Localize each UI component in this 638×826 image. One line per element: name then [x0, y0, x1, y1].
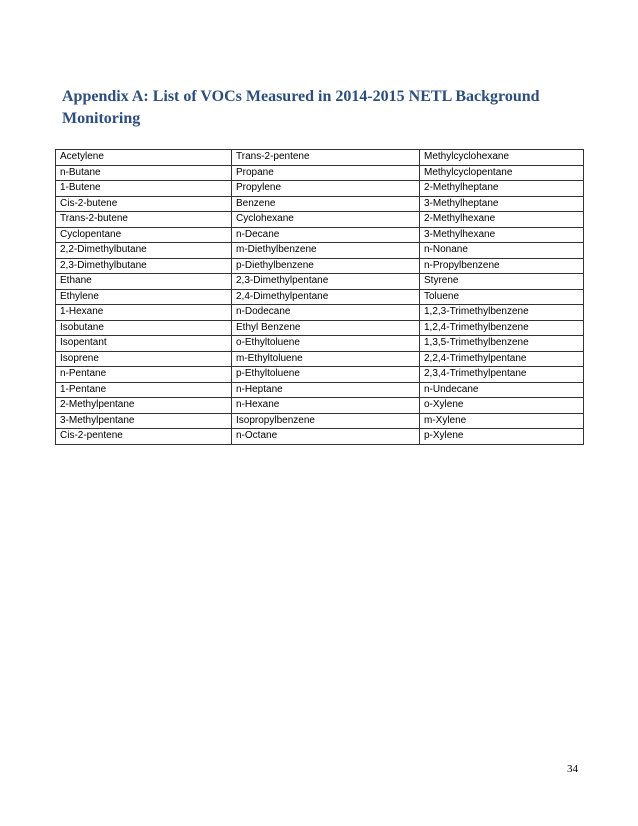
table-cell: 3-Methylhexane: [420, 227, 584, 243]
table-cell: Propylene: [232, 181, 420, 197]
table-cell: 3-Methylpentane: [56, 413, 232, 429]
table-cell: Isopropylbenzene: [232, 413, 420, 429]
table-row: [56, 429, 584, 445]
table-cell: n-Hexane: [232, 398, 420, 414]
table-cell: p-Diethylbenzene: [232, 258, 420, 274]
table-cell: 2,3-Dimethylbutane: [56, 258, 232, 274]
table-cell: 1,3,5-Trimethylbenzene: [420, 336, 584, 352]
table-cell: n-Undecane: [420, 382, 584, 398]
table-cell: Cyclopentane: [56, 227, 232, 243]
table-cell: Cis-2-pentene: [56, 429, 232, 445]
table-cell: n-Propylbenzene: [420, 258, 584, 274]
table-cell: Cis-2-butene: [56, 196, 232, 212]
table-cell: 1-Hexane: [56, 305, 232, 321]
table-cell: p-Xylene: [420, 429, 584, 445]
table-row: [56, 367, 584, 383]
table-cell: Ethylene: [56, 289, 232, 305]
table-cell: 2,4-Dimethylpentane: [232, 289, 420, 305]
table-cell: 2-Methylheptane: [420, 181, 584, 197]
table-cell: 2-Methylhexane: [420, 212, 584, 228]
table-row: [56, 243, 584, 259]
table-row: [56, 212, 584, 228]
table-cell: o-Ethyltoluene: [232, 336, 420, 352]
table-cell: Ethane: [56, 274, 232, 290]
table-cell: n-Dodecane: [232, 305, 420, 321]
table-cell: Styrene: [420, 274, 584, 290]
table-row: [56, 336, 584, 352]
table-row: [56, 351, 584, 367]
table-cell: Propane: [232, 165, 420, 181]
table-cell: n-Butane: [56, 165, 232, 181]
table-cell: Benzene: [232, 196, 420, 212]
table-cell: 3-Methylheptane: [420, 196, 584, 212]
table-cell: 1-Butene: [56, 181, 232, 197]
table-row: [56, 150, 584, 166]
table-cell: 1,2,4-Trimethylbenzene: [420, 320, 584, 336]
table-cell: Toluene: [420, 289, 584, 305]
table-cell: n-Pentane: [56, 367, 232, 383]
table-row: [56, 382, 584, 398]
table-row: [56, 227, 584, 243]
table-row: [56, 274, 584, 290]
appendix-heading: Appendix A: List of VOCs Measured in 2014-2015 NETL Background Monitoring: [62, 88, 540, 127]
voc-table: [55, 149, 584, 445]
table-cell: o-Xylene: [420, 398, 584, 414]
table-row: [56, 398, 584, 414]
table-cell: 1,2,3-Trimethylbenzene: [420, 305, 584, 321]
table-row: [56, 413, 584, 429]
table-cell: p-Ethyltoluene: [232, 367, 420, 383]
table-row: [56, 305, 584, 321]
voc-table-body: [56, 150, 584, 445]
table-cell: Isoprene: [56, 351, 232, 367]
table-cell: Methylcyclohexane: [420, 150, 584, 166]
table-cell: 2,2-Dimethylbutane: [56, 243, 232, 259]
table-cell: m-Xylene: [420, 413, 584, 429]
table-cell: Isobutane: [56, 320, 232, 336]
table-cell: n-Heptane: [232, 382, 420, 398]
table-cell: 2,2,4-Trimethylpentane: [420, 351, 584, 367]
table-row: [56, 289, 584, 305]
table-cell: Ethyl Benzene: [232, 320, 420, 336]
table-row: [56, 181, 584, 197]
table-row: [56, 258, 584, 274]
table-row: [56, 165, 584, 181]
table-cell: Methylcyclopentane: [420, 165, 584, 181]
table-cell: n-Decane: [232, 227, 420, 243]
table-cell: Trans-2-butene: [56, 212, 232, 228]
table-cell: m-Ethyltoluene: [232, 351, 420, 367]
table-cell: Cyclohexane: [232, 212, 420, 228]
table-row: [56, 196, 584, 212]
table-cell: 2,3,4-Trimethylpentane: [420, 367, 584, 383]
table-cell: n-Octane: [232, 429, 420, 445]
table-cell: Isopentant: [56, 336, 232, 352]
table-cell: Acetylene: [56, 150, 232, 166]
table-cell: n-Nonane: [420, 243, 584, 259]
table-row: [56, 320, 584, 336]
table-cell: 1-Pentane: [56, 382, 232, 398]
page-number: 34: [567, 763, 578, 775]
table-cell: m-Diethylbenzene: [232, 243, 420, 259]
table-cell: 2,3-Dimethylpentane: [232, 274, 420, 290]
table-cell: 2-Methylpentane: [56, 398, 232, 414]
table-cell: Trans-2-pentene: [232, 150, 420, 166]
